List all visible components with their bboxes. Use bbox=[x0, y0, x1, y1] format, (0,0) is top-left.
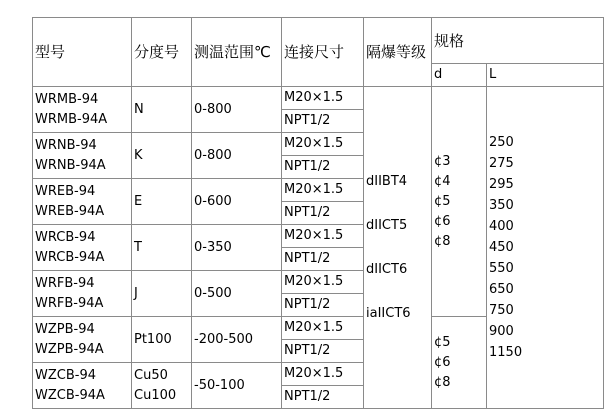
model-name: WRCB-94A bbox=[35, 249, 105, 265]
connection-cell: NPT1/2 bbox=[282, 156, 364, 179]
model-name: WZCB-94 bbox=[35, 367, 96, 383]
connection-cell: M20×1.5 bbox=[282, 225, 364, 248]
header-connection: 连接尺寸 bbox=[282, 18, 364, 87]
graduation-value: Pt100 bbox=[134, 331, 172, 347]
model-name: WREB-94A bbox=[35, 203, 105, 219]
connection-cell: NPT1/2 bbox=[282, 248, 364, 271]
header-L: L bbox=[487, 64, 604, 87]
model-name: WZPB-94A bbox=[35, 341, 104, 357]
model-name: WRNB-94A bbox=[35, 157, 106, 173]
d-cell bbox=[432, 87, 487, 317]
L-value: 450 bbox=[489, 240, 514, 255]
graduation-value: K bbox=[134, 147, 143, 163]
L-value: 275 bbox=[489, 156, 514, 171]
connection-cell: NPT1/2 bbox=[282, 294, 364, 317]
temp-range-cell: 0-600 bbox=[192, 179, 282, 225]
L-value: 550 bbox=[489, 261, 514, 276]
header-d: d bbox=[432, 64, 487, 87]
connection-cell: M20×1.5 bbox=[282, 363, 364, 386]
graduation-cell bbox=[132, 133, 192, 179]
d-value: ¢3 bbox=[434, 153, 451, 169]
graduation-cell bbox=[132, 225, 192, 271]
graduation-cell bbox=[132, 87, 192, 133]
L-value: 250 bbox=[489, 135, 514, 150]
model-cell bbox=[33, 271, 132, 317]
temp-range-cell: 0-800 bbox=[192, 87, 282, 133]
d-value: ¢5 bbox=[434, 334, 451, 350]
L-value: 900 bbox=[489, 324, 514, 339]
table-row bbox=[33, 87, 604, 110]
header-model: 型号 bbox=[33, 18, 132, 87]
temp-range-cell: 0-800 bbox=[192, 133, 282, 179]
explosion-grade: iaIICT6 bbox=[366, 305, 411, 321]
L-value: 750 bbox=[489, 303, 514, 318]
model-name: WRFB-94A bbox=[35, 295, 104, 311]
temp-range-cell: -50-100 bbox=[192, 363, 282, 409]
L-value: 650 bbox=[489, 282, 514, 297]
model-cell bbox=[33, 317, 132, 363]
graduation-cell bbox=[132, 317, 192, 363]
model-name: WZPB-94 bbox=[35, 321, 95, 337]
model-cell bbox=[33, 363, 132, 409]
connection-cell: M20×1.5 bbox=[282, 317, 364, 340]
model-name: WRMB-94A bbox=[35, 111, 108, 127]
L-value: 400 bbox=[489, 219, 514, 234]
temp-range-cell: 0-350 bbox=[192, 225, 282, 271]
model-name: WZCB-94A bbox=[35, 387, 105, 403]
temp-range-cell: -200-500 bbox=[192, 317, 282, 363]
graduation-value: J bbox=[134, 285, 138, 301]
model-name: WRFB-94 bbox=[35, 275, 95, 291]
d-value: ¢8 bbox=[434, 374, 451, 390]
graduation-cell bbox=[132, 363, 192, 409]
graduation-cell bbox=[132, 179, 192, 225]
connection-cell: M20×1.5 bbox=[282, 133, 364, 156]
header-explosion-grade: 隔爆等级 bbox=[364, 18, 432, 87]
temp-range-cell: 0-500 bbox=[192, 271, 282, 317]
explosion-grade-cell bbox=[364, 87, 432, 409]
model-cell bbox=[33, 225, 132, 271]
d-value: ¢4 bbox=[434, 173, 451, 189]
graduation-value: Cu50 bbox=[134, 367, 168, 383]
connection-cell: NPT1/2 bbox=[282, 110, 364, 133]
model-name: WREB-94 bbox=[35, 183, 96, 199]
L-value: 1150 bbox=[489, 345, 523, 360]
graduation-value: E bbox=[134, 193, 143, 209]
d-value: ¢6 bbox=[434, 213, 451, 229]
model-name: WRCB-94 bbox=[35, 229, 96, 245]
explosion-grade: dIICT6 bbox=[366, 261, 408, 277]
connection-cell: M20×1.5 bbox=[282, 87, 364, 110]
L-value: 295 bbox=[489, 177, 514, 192]
header-temp-range: 测温范围℃ bbox=[192, 18, 282, 87]
L-cell bbox=[487, 87, 604, 409]
connection-cell: NPT1/2 bbox=[282, 340, 364, 363]
spec-table bbox=[32, 17, 604, 409]
L-value: 350 bbox=[489, 198, 514, 213]
connection-cell: M20×1.5 bbox=[282, 271, 364, 294]
connection-cell: NPT1/2 bbox=[282, 202, 364, 225]
connection-cell: NPT1/2 bbox=[282, 386, 364, 409]
model-name: WRNB-94 bbox=[35, 137, 97, 153]
graduation-value: Cu100 bbox=[134, 387, 177, 403]
graduation-value: T bbox=[134, 239, 142, 255]
d-value: ¢6 bbox=[434, 354, 451, 370]
model-cell bbox=[33, 179, 132, 225]
explosion-grade: dIICT5 bbox=[366, 217, 408, 233]
model-cell bbox=[33, 87, 132, 133]
model-cell bbox=[33, 133, 132, 179]
d-value: ¢5 bbox=[434, 193, 451, 209]
model-name: WRMB-94 bbox=[35, 91, 99, 107]
d-cell bbox=[432, 317, 487, 409]
connection-cell: M20×1.5 bbox=[282, 179, 364, 202]
header-spec: 规格 bbox=[432, 18, 604, 64]
header-graduation: 分度号 bbox=[132, 18, 192, 87]
graduation-value: N bbox=[134, 101, 144, 117]
graduation-cell bbox=[132, 271, 192, 317]
d-value: ¢8 bbox=[434, 233, 451, 249]
explosion-grade: dIIBT4 bbox=[366, 173, 408, 189]
